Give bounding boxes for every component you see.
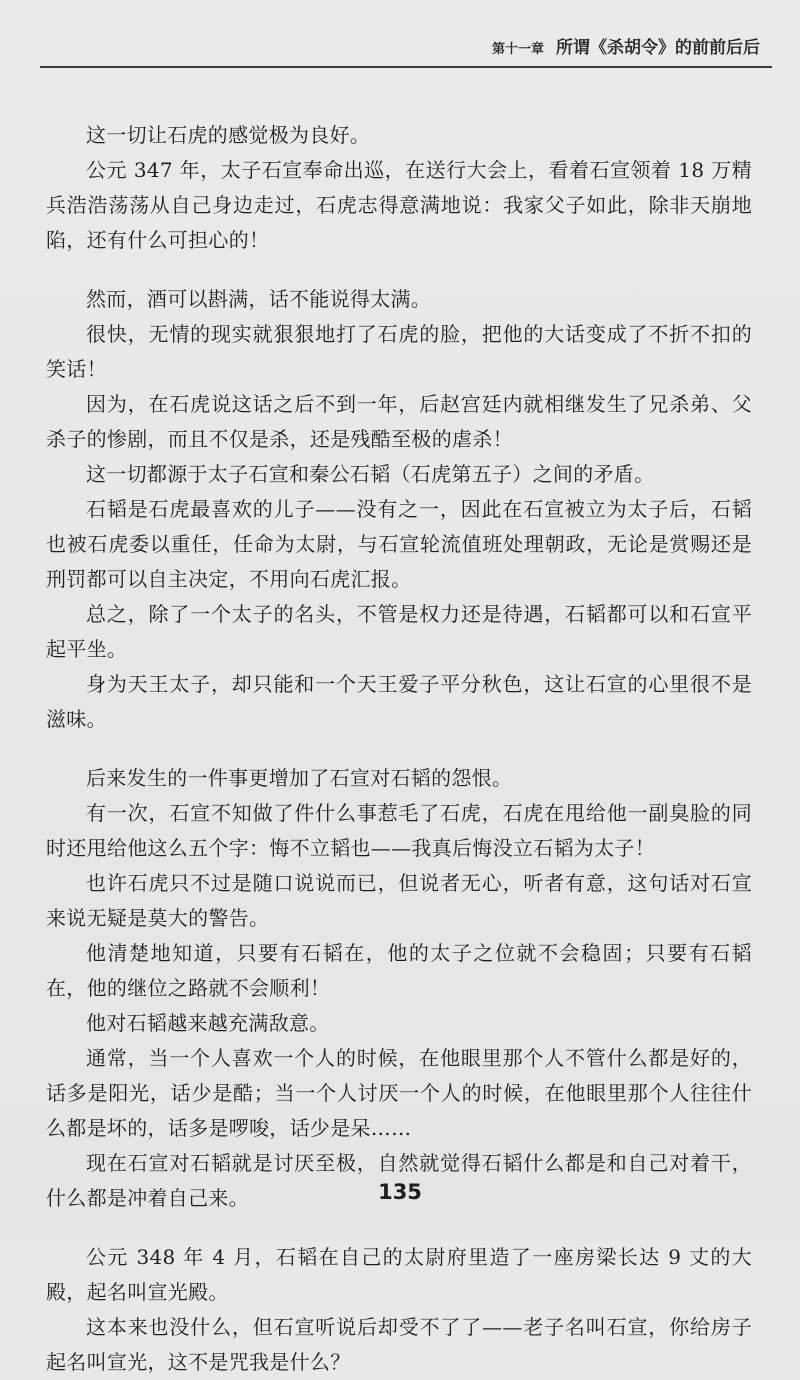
- paragraph: 他对石韬越来越充满敌意。: [86, 1011, 330, 1035]
- paragraph: 他清楚地知道，只要有石韬在，他的太子之位就不会稳固；只要有石韬在，他的继位之路就不会顺利！: [46, 941, 752, 1000]
- page-number: 135: [378, 1180, 422, 1204]
- paragraph: 然而，酒可以斟满，话不能说得太满。: [86, 287, 432, 311]
- paragraph: 现在石宣对石韬就是讨厌至极，自然就觉得石韬什么都是和自己对着干，什么都是冲着自己来。: [46, 1151, 752, 1210]
- paragraph: 有一次，石宣不知做了件什么事惹毛了石虎，石虎在甩给他一副臭脸的同时还甩给他这么五个字：悔不立韬也——我真后悔没立石韬为太子！: [46, 801, 752, 860]
- header-rule: [40, 66, 772, 68]
- paragraph: 也许石虎只不过是随口说说而已，但说者无心，听者有意，这句话对石宣来说无疑是莫大的警告。: [46, 871, 752, 930]
- paragraph: 石韬是石虎最喜欢的儿子——没有之一，因此在石宣被立为太子后，石韬也被石虎委以重任，任命为太尉，与石宣轮流值班处理朝政，无论是赏赐还是刑罚都可以自主决定，不用向石虎汇报。: [46, 497, 752, 591]
- paragraph: 这本来也没什么，但石宣听说后却受不了了——老子名叫石宣，你给房子起名叫宣光，这不是咒我是什么？: [46, 1315, 752, 1374]
- chapter-title: 所谓《杀胡令》的前前后后: [556, 38, 760, 58]
- paragraph: 公元 348 年 4 月，石韬在自己的太尉府里造了一座房梁长达 9 丈的大殿，起名叫宣光殿。: [46, 1245, 752, 1304]
- paragraph: 很快，无情的现实就狠狠地打了石虎的脸，把他的大话变成了不折不扣的笑话！: [46, 322, 752, 381]
- paragraph: 总之，除了一个太子的名头，不管是权力还是待遇，石韬都可以和石宣平起平坐。: [46, 602, 752, 661]
- chapter-label: 第十一章: [491, 42, 544, 57]
- running-header: [492, 33, 760, 58]
- paragraph: 因为，在石虎说这话之后不到一年，后赵宫廷内就相继发生了兄杀弟、父杀子的惨剧，而且不仅是杀，还是残酷至极的虐杀！: [46, 392, 752, 451]
- paragraph: 后来发生的一件事更增加了石宣对石韬的怨恨。: [86, 766, 513, 790]
- paragraph: 身为天王太子，却只能和一个天王爱子平分秋色，这让石宣的心里很不是滋味。: [46, 672, 752, 731]
- paragraph: 这一切让石虎的感觉极为良好。: [86, 123, 371, 147]
- paragraph: 这一切都源于太子石宣和秦公石韬（石虎第五子）之间的矛盾。: [86, 462, 655, 486]
- paragraph: 公元 347 年，太子石宣奉命出巡，在送行大会上，看着石宣领着 18 万精兵浩浩荡荡从自己身边走过，石虎志得意满地说：我家父子如此，除非天崩地陷，还有什么可担心的！: [46, 158, 752, 252]
- paragraph: 通常，当一个人喜欢一个人的时候，在他眼里那个人不管什么都是好的，话多是阳光，话少是酷；当一个人讨厌一个人的时候，在他眼里那个人往往什么都是坏的，话多是啰唆，话少是呆……: [46, 1046, 752, 1140]
